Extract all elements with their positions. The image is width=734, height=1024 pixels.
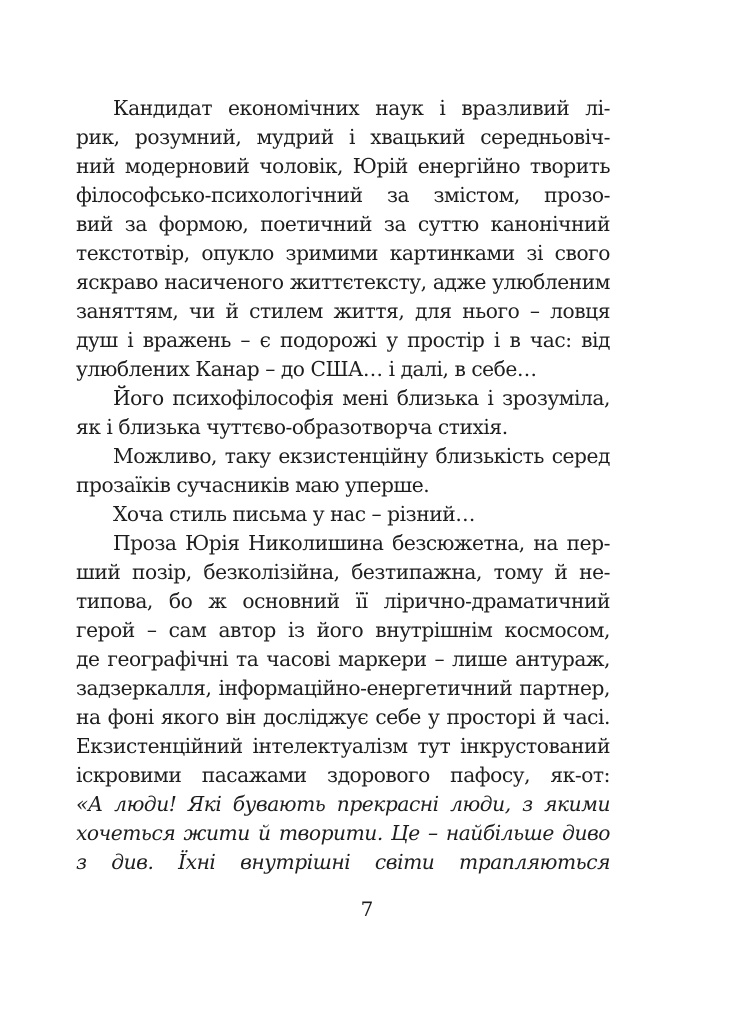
text-line: іскровими пасажами здорового пафосу, як-от: [76, 763, 610, 787]
text-line: душ і вражень – є подорожі у простір і в час: від [76, 328, 610, 352]
text-line: яскраво насиченого життєтексту, адже улюбленим [76, 270, 610, 294]
text-line: типова, бо ж основний її лірично-драматичний [76, 589, 610, 613]
text-line: Проза Юрія Николишина безсюжетна, на пер- [113, 531, 610, 555]
quote-line: «А люди! Які бувають прекрасні люди, з якими [76, 792, 610, 816]
text-line: Хоча стиль письма у нас – різний… [113, 502, 475, 526]
text-line: Екзистенційний інтелектуалізм тут інкрустований [76, 734, 610, 758]
text-line: задзеркалля, інформаційно-енергетичний партнер, [76, 676, 610, 700]
text-line: вий за формою, поетичний за суттю канонічний [76, 212, 610, 236]
text-line: улюблених Канар – до США… і далі, в себе… [76, 357, 537, 381]
body-text [76, 94, 610, 877]
text-line: прозаїків сучасників маю уперше. [76, 473, 430, 497]
text-line: текстотвір, опукло зримими картинками зі свого [76, 241, 610, 265]
text-line: герой – сам автор із його внутрішнім космосом, [76, 618, 610, 642]
text-line: де географічні та часові маркери – лише антураж, [76, 647, 610, 671]
text-line: ний модерновий чоловік, Юрій енергійно творить [76, 154, 610, 178]
page-number: 7 [360, 897, 374, 921]
text-line: як і близька чуттєво-образотворча стихія. [76, 415, 508, 439]
text-line: філософсько-психологічний за змістом, прозо- [76, 183, 610, 207]
quote-line: хочеться жити й творити. Це – найбільше диво [76, 821, 610, 845]
text-line: рик, розумний, мудрий і хвацький середньовіч- [76, 125, 610, 149]
text-line: заняттям, чи й стилем життя, для нього – ловця [76, 299, 610, 323]
text-line: ший позір, безколізійна, безтипажна, тому й не- [76, 560, 610, 584]
text-line: Кандидат економічних наук і вразливий лі- [113, 96, 610, 120]
text-line: Можливо, таку екзистенційну близькість серед [113, 444, 610, 468]
text-line: на фоні якого він досліджує себе у просторі й часі. [76, 705, 610, 729]
quote-line: з див. Їхні внутрішні світи трапляються [76, 850, 610, 874]
text-line: Його психофілософія мені близька і зрозуміла, [113, 386, 610, 410]
